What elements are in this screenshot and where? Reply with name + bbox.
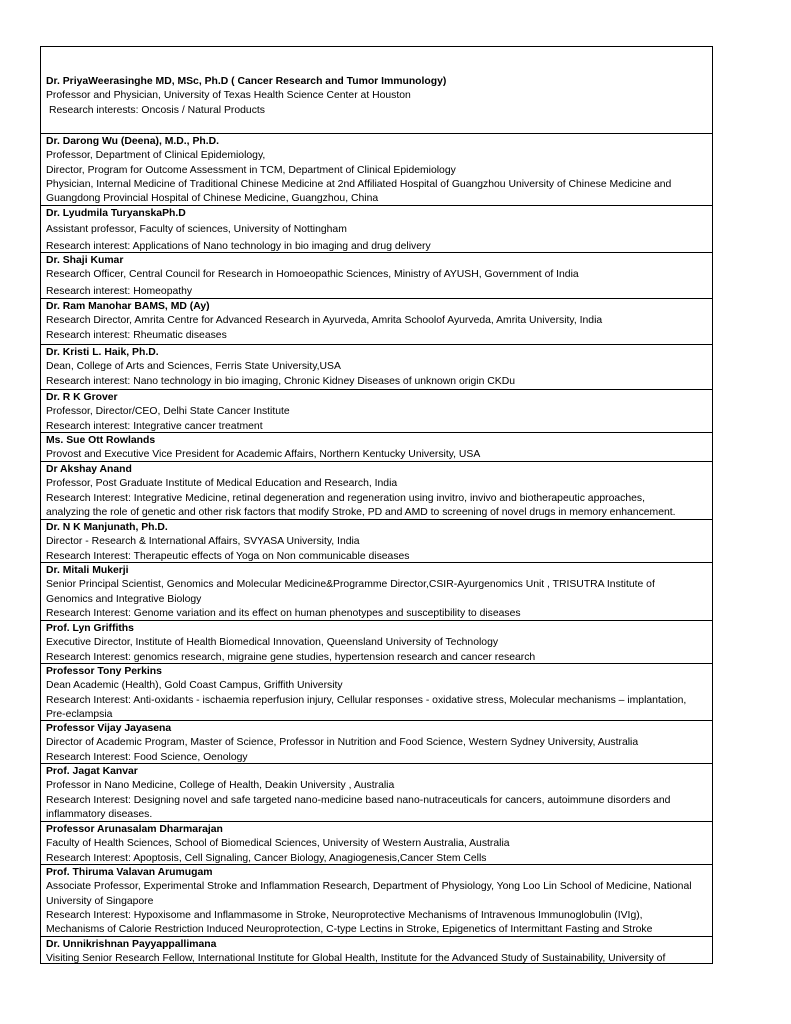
- entry-name: Dr. PriyaWeerasinghe MD, MSc, Ph.D ( Cancer Research and Tumor Immunology): [46, 76, 447, 87]
- entry-detail: Faculty of Health Sciences, School of Biomedical Sciences, University of Western Australia, Australia: [46, 838, 510, 850]
- table-row: [41, 720, 712, 763]
- entry-detail: Research Officer, Central Council for Research in Homoeopathic Sciences, Ministry of AYUSH, Government of India: [46, 269, 579, 281]
- entry-name: Ms. Sue Ott Rowlands: [46, 435, 156, 446]
- entry-detail: Research interest: Applications of Nano technology in bio imaging and drug delivery: [46, 240, 431, 252]
- entry-name: Prof. Thiruma Valavan Arumugam: [46, 867, 213, 878]
- entry-detail: Visiting Senior Research Fellow, International Institute for Global Health, Institute for the Advanced Study of Sustainability, University of: [46, 953, 666, 964]
- table-row: [41, 936, 712, 964]
- entry-detail: Director of Academic Program, Master of Science, Professor in Nutrition and Food Science, Western Sydney University, Australia: [46, 737, 639, 749]
- entry-detail: Research interests: Oncosis / Natural Products: [49, 104, 265, 116]
- entry-detail: Research Interest: Apoptosis, Cell Signaling, Cancer Biology, Anagiogenesis,Cancer Stem Cells: [46, 852, 487, 864]
- entry-detail: Pre-eclampsia: [46, 708, 113, 720]
- table-row: [41, 663, 712, 720]
- entry-detail: Director, Program for Outcome Assessment in TCM, Department of Clinical Epidemiology: [46, 164, 456, 176]
- entry-name: Dr. Shaji Kumar: [46, 255, 124, 266]
- faculty-table: [40, 46, 713, 964]
- entry-name: Dr Akshay Anand: [46, 464, 132, 475]
- entry-detail: Research Interest: Hypoxisome and Inflammasome in Stroke, Neuroprotective Mechanisms of Intravenous Immunoglobulin (IVIg),: [46, 909, 643, 921]
- entry-detail: inflammatory diseases.: [46, 808, 153, 820]
- table-row: [41, 389, 712, 432]
- table-row: [41, 519, 712, 562]
- entry-detail: Assistant professor, Faculty of sciences, University of Nottingham: [46, 224, 347, 236]
- entry-detail: Research Interest: Food Science, Oenology: [46, 751, 248, 763]
- table-row: [41, 461, 712, 519]
- table-row: [41, 432, 712, 461]
- entry-name: Professor Tony Perkins: [46, 666, 162, 677]
- entry-detail: Provost and Executive Vice President for Academic Affairs, Northern Kentucky University, USA: [46, 449, 481, 461]
- table-row: [41, 821, 712, 864]
- table-row: [41, 47, 712, 133]
- entry-name: Dr. Lyudmila TuryanskaPh.D: [46, 208, 186, 219]
- entry-name: Dr. Darong Wu (Deena), M.D., Ph.D.: [46, 136, 219, 147]
- entry-detail: Research interest: Integrative cancer treatment: [46, 420, 263, 432]
- entry-detail: Director - Research & International Affairs, SVYASA University, India: [46, 536, 360, 548]
- entry-name: Dr. Mitali Mukerji: [46, 565, 129, 576]
- entry-name: Dr. R K Grover: [46, 392, 118, 403]
- entry-name: Dr. N K Manjunath, Ph.D.: [46, 522, 168, 533]
- table-row: [41, 252, 712, 298]
- table-row: [41, 205, 712, 252]
- table-row: [41, 344, 712, 389]
- entry-detail: Guangdong Provincial Hospital of Chinese Medicine, Guangzhou, China: [46, 193, 379, 205]
- entry-detail: Research Interest: Designing novel and safe targeted nano-medicine based nano-nutraceuticals for cancers, autoimmune disorders and: [46, 794, 671, 806]
- entry-name: Professor Vijay Jayasena: [46, 723, 172, 734]
- entry-detail: Professor and Physician, University of Texas Health Science Center at Houston: [46, 90, 411, 102]
- entry-detail: Research interest: Homeopathy: [46, 285, 193, 297]
- entry-detail: Genomics and Integrative Biology: [46, 593, 202, 605]
- entry-detail: University of Singapore: [46, 895, 154, 907]
- entry-detail: Dean, College of Arts and Sciences, Ferris State University,USA: [46, 361, 341, 373]
- entry-detail: Research interest: Nano technology in bio imaging, Chronic Kidney Diseases of unknown origin CKDu: [46, 375, 515, 387]
- entry-detail: Research Director, Amrita Centre for Advanced Research in Ayurveda, Amrita Schoolof Ayurveda, Amrita University, India: [46, 315, 603, 327]
- entry-name: Professor Arunasalam Dharmarajan: [46, 824, 223, 835]
- entry-detail: Research Interest: Anti-oxidants - ischaemia reperfusion injury, Cellular responses - oxidative stress, Molecular mechanisms – implantation,: [46, 694, 687, 706]
- entry-detail: Senior Principal Scientist, Genomics and Molecular Medicine&Programme Director,CSIR-Ayurgenomics Unit , TRISUTRA Institute of: [46, 579, 655, 591]
- entry-detail: Research interest: Rheumatic diseases: [46, 329, 227, 341]
- entry-name: Dr. Ram Manohar BAMS, MD (Ay): [46, 301, 210, 312]
- entry-name: Dr. Unnikrishnan Payyappallimana: [46, 939, 217, 950]
- entry-detail: Mechanisms of Calorie Restriction Induced Neuroprotection, C-type Lectins in Stroke, Epigenetics of Intermittant Fasting and Stroke: [46, 924, 653, 936]
- entry-detail: Executive Director, Institute of Health Biomedical Innovation, Queensland University of Technology: [46, 637, 499, 649]
- entry-detail: Dean Academic (Health), Gold Coast Campus, Griffith University: [46, 680, 343, 692]
- table-row: [41, 620, 712, 663]
- entry-detail: Professor, Director/CEO, Delhi State Cancer Institute: [46, 406, 290, 418]
- entry-detail: Professor in Nano Medicine, College of Health, Deakin University , Australia: [46, 780, 395, 792]
- entry-detail: Research Interest: Therapeutic effects of Yoga on Non communicable diseases: [46, 550, 410, 562]
- entry-name: Prof. Jagat Kanvar: [46, 766, 138, 777]
- entry-detail: Professor, Department of Clinical Epidemiology,: [46, 150, 266, 162]
- entry-detail: Professor, Post Graduate Institute of Medical Education and Research, India: [46, 478, 398, 490]
- entry-detail: Research Interest: Genome variation and its effect on human phenotypes and susceptibility to diseases: [46, 607, 521, 619]
- entry-detail: analyzing the role of genetic and other risk factors that modify Stroke, PD and AMD to screening of novel drugs in memory enhancement.: [46, 506, 676, 518]
- table-row: [41, 864, 712, 936]
- entry-detail: Research Interest: Integrative Medicine, retinal degeneration and regeneration using invitro, invivo and biotherapeutic approaches,: [46, 492, 645, 504]
- entry-detail: Associate Professor, Experimental Stroke and Inflammation Research, Department of Physiology, Yong Loo Lin School of Medicine, National: [46, 881, 692, 893]
- table-row: [41, 133, 712, 205]
- table-row: [41, 763, 712, 821]
- entry-name: Dr. Kristi L. Haik, Ph.D.: [46, 347, 159, 358]
- table-row: [41, 562, 712, 620]
- entry-detail: Physician, Internal Medicine of Traditional Chinese Medicine at 2nd Affiliated Hospital of Guangzhou University of Chinese Medicine and: [46, 178, 672, 190]
- entry-detail: Research Interest: genomics research, migraine gene studies, hypertension research and cancer research: [46, 651, 536, 663]
- table-row: [41, 298, 712, 344]
- entry-name: Prof. Lyn Griffiths: [46, 623, 134, 634]
